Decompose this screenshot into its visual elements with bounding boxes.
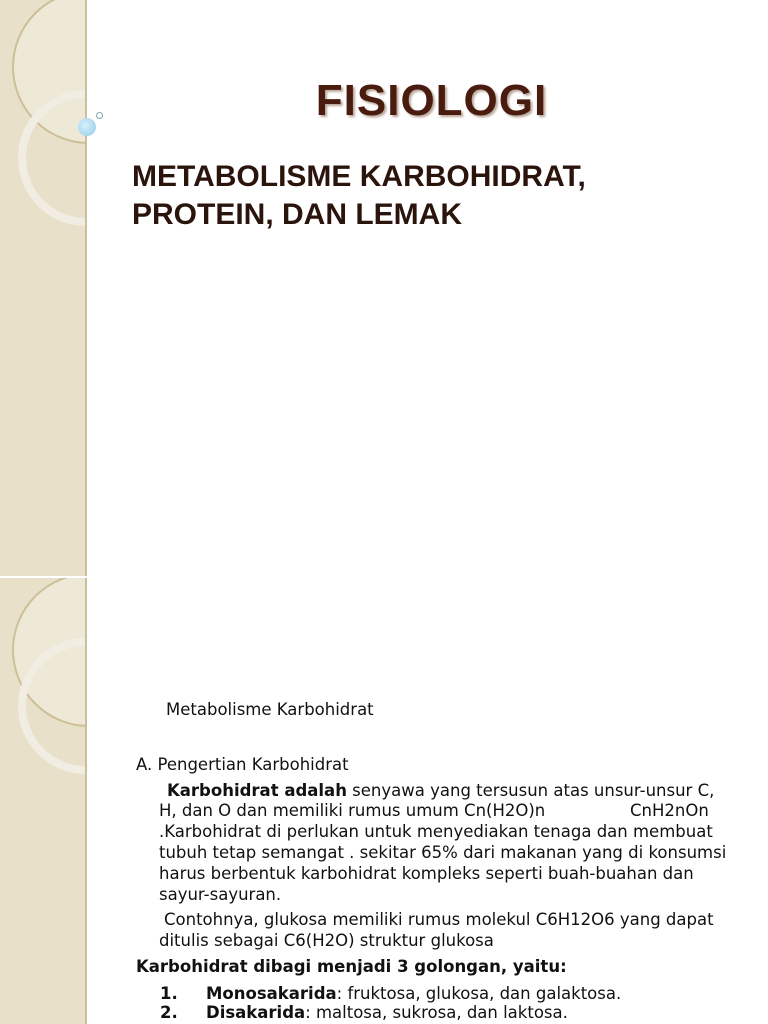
list-desc: : fruktosa, glukosa, dan galaktosa.: [336, 984, 622, 1003]
subtitle-line-2: PROTEIN, DAN LEMAK: [132, 198, 462, 231]
list-number: 2.: [160, 1003, 178, 1022]
paragraph-line: [167, 781, 714, 800]
term-bold: Karbohidrat adalah: [167, 781, 347, 800]
list-item: [160, 984, 621, 1003]
paragraph-line: H, dan O dan memiliki rumus umum Cn(H2O)n: [159, 801, 546, 820]
paragraph-text: senyawa yang tersusun atas unsur-unsur C,: [346, 781, 715, 800]
paragraph-line: harus berbentuk karbohidrat kompleks seperti buah-buahan dan: [159, 864, 694, 883]
slide-decoration-strip: [0, 578, 87, 1024]
list-term: Disakarida: [206, 1003, 306, 1022]
paragraph-line: ditulis sebagai C6(H2O) struktur glukosa: [159, 931, 494, 950]
list-item: [160, 1003, 568, 1022]
paragraph-line: .Karbohidrat di perlukan untuk menyediakan tenaga dan membuat: [159, 822, 713, 841]
paragraph-line: tubuh tetap semangat . sekitar 65% dari makanan yang di konsumsi: [159, 843, 727, 862]
section-heading: A. Pengertian Karbohidrat: [136, 755, 349, 774]
slide-subtitle: [132, 158, 586, 234]
list-desc: : maltosa, sukrosa, dan laktosa.: [305, 1003, 568, 1022]
list-term: Monosakarida: [206, 984, 337, 1003]
groups-heading: Karbohidrat dibagi menjadi 3 golongan, yaitu:: [136, 957, 567, 976]
paragraph-line: sayur-sayuran.: [159, 885, 282, 904]
paragraph-line: Contohnya, glukosa memiliki rumus molekul C6H12O6 yang dapat: [164, 910, 714, 929]
formula-text: CnH2nOn: [630, 801, 709, 820]
slide-heading: Metabolisme Karbohidrat: [166, 700, 374, 719]
slide-title: FISIOLOGI: [315, 76, 548, 125]
list-number: 1.: [160, 984, 178, 1003]
subtitle-line-1: METABOLISME KARBOHIDRAT,: [132, 160, 586, 193]
